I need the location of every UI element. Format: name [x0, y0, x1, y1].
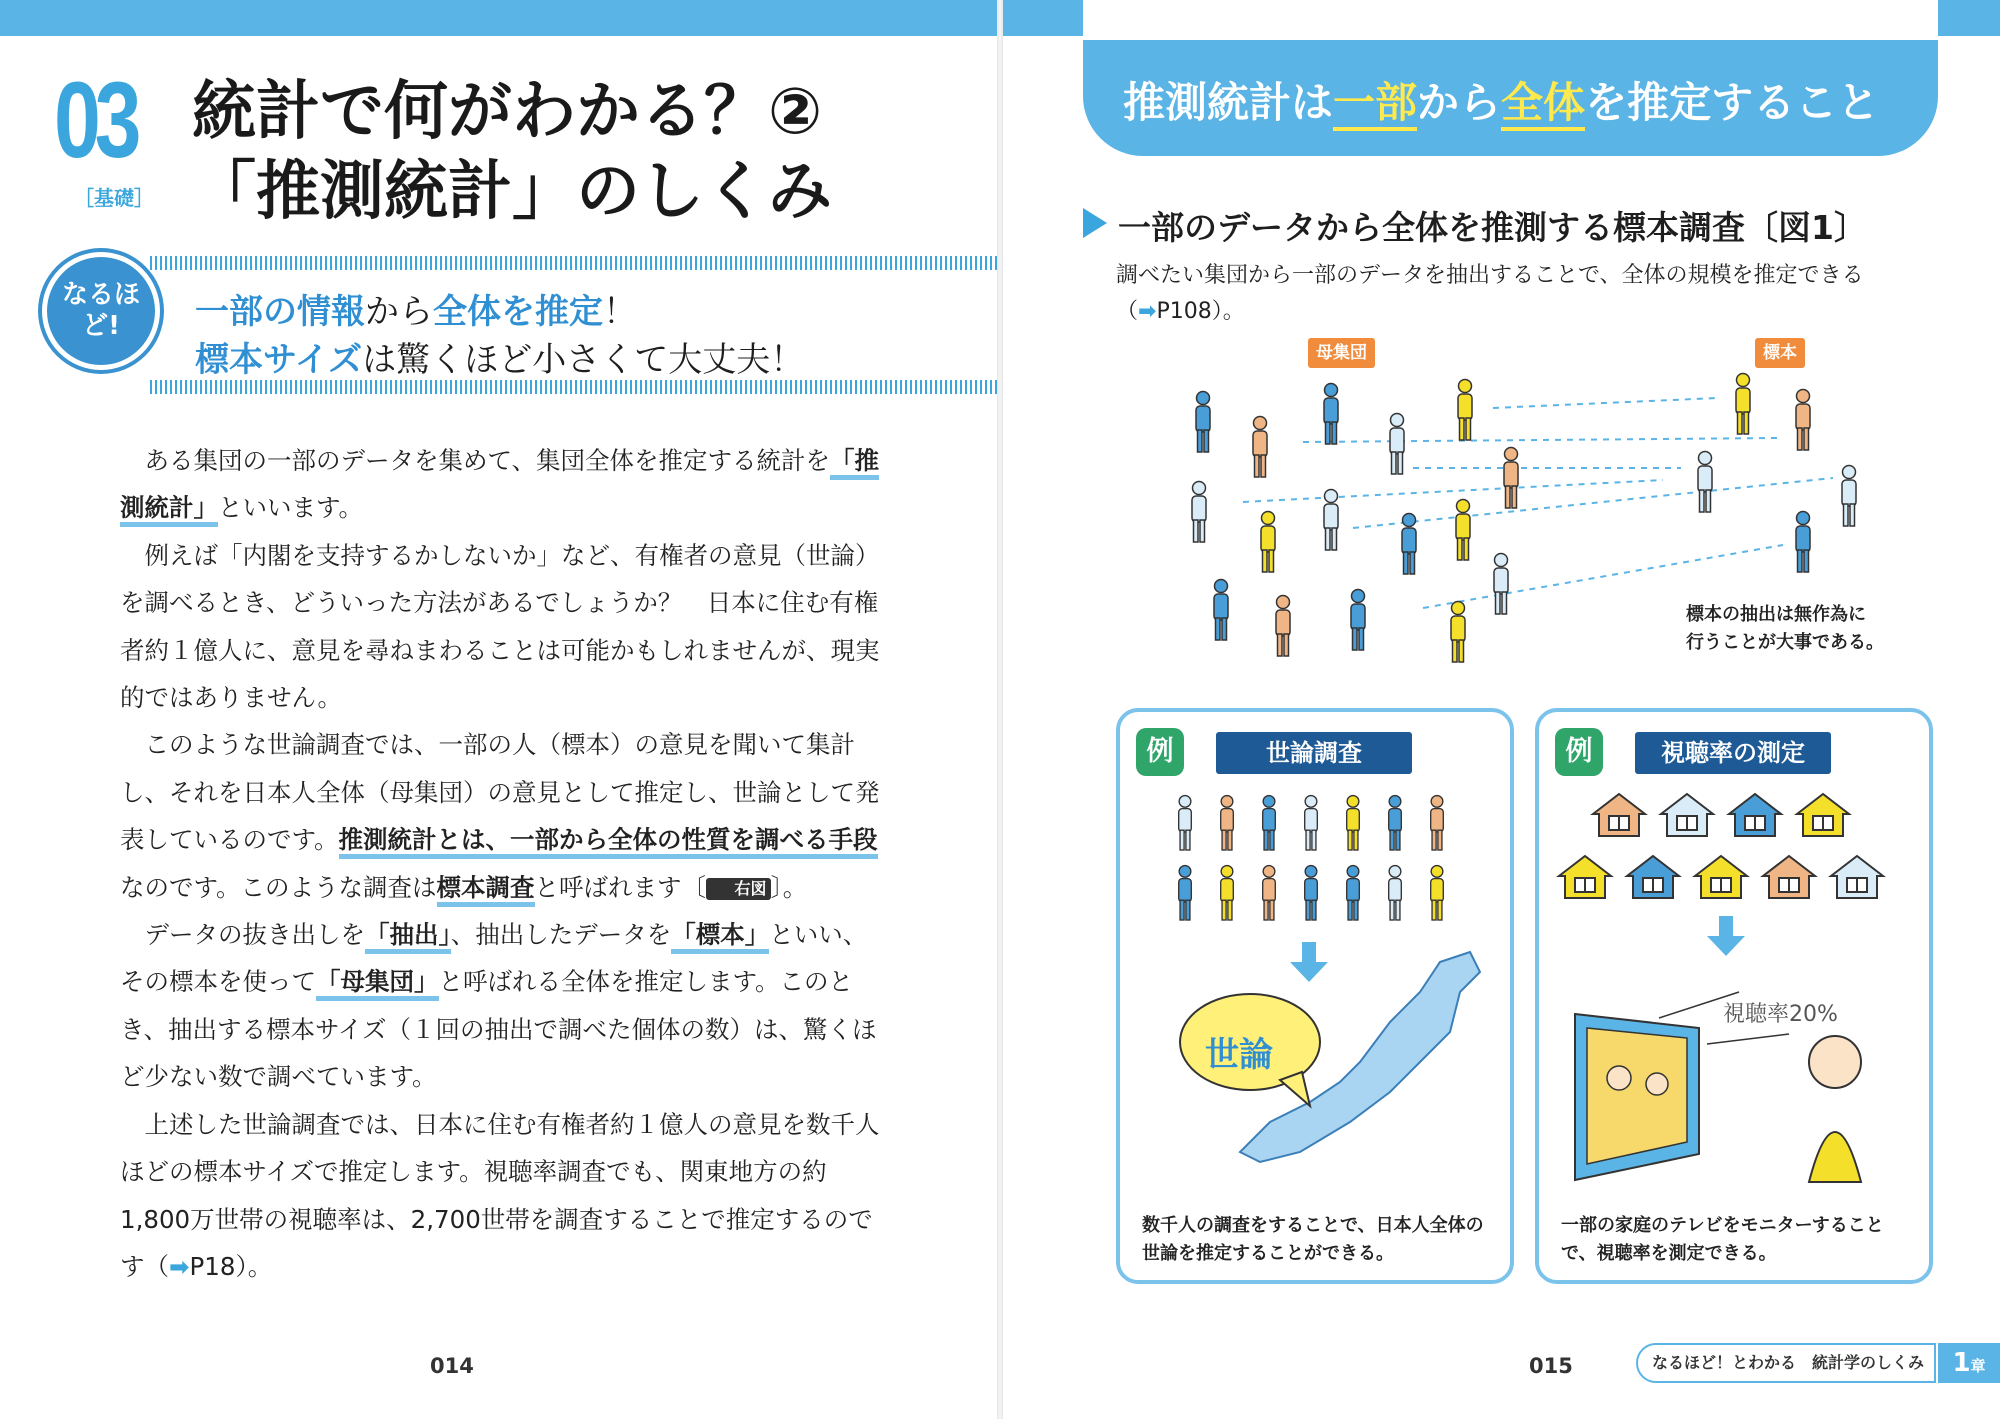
- top-color-bar: [1003, 0, 1083, 36]
- text-run: と呼ばれる全体を推定します。このとき、抽出する標本サイズ（１回の抽出で調べた個体の数）は、驚くほど少ない数で調べています。: [120, 967, 877, 1092]
- text-run: なのです。このような調査は: [120, 872, 437, 902]
- text-run: 、抽出したデータを: [450, 920, 672, 950]
- text-run: このような世論調査では、一部の人（標本）の意見を聞いて集計し、それを日本人全体（母集団）の意見として推定し、世論として発表しているのです。: [120, 730, 880, 855]
- text-run: 推測統計は: [1123, 78, 1334, 127]
- keyword: 「母集団」: [316, 967, 439, 1001]
- section-number: 03: [54, 59, 136, 180]
- text-run: 調べたい集団から一部のデータを抽出することで、全体の規模を推定できる（: [1116, 263, 1864, 324]
- left-page: [0, 0, 997, 1419]
- sample-note-line: 行うことが大事である。: [1686, 632, 1884, 653]
- houses: [1559, 794, 1883, 898]
- text-run: データの抜き出しを: [144, 920, 365, 950]
- text-run: 〕。: [770, 872, 808, 902]
- naruhodo-highlight: 一部の情報: [195, 292, 365, 332]
- section-kind-label: ［基礎］: [74, 186, 154, 210]
- viewer-icon: [1646, 1073, 1668, 1095]
- keyword: 「抽出」: [365, 920, 451, 954]
- sample-label: 標本: [1755, 338, 1805, 368]
- triangle-bullet-icon: [1083, 208, 1107, 238]
- text-run: ）。: [1211, 299, 1245, 324]
- example-mark: 例: [1136, 728, 1184, 776]
- population-label: 母集団: [1308, 338, 1375, 368]
- paragraph-5: [120, 1101, 890, 1291]
- survey-illustration: [1120, 782, 1510, 1202]
- arrow-down-icon: [1707, 916, 1745, 956]
- chapter-suffix: 章: [1970, 1357, 1986, 1375]
- survey-people: [1179, 796, 1444, 920]
- page-title-line-2: 「推測統計」のしくみ: [192, 155, 832, 229]
- sample-people: [1698, 374, 1856, 573]
- page-title-line-1: 統計で何がわかる？②: [192, 75, 823, 149]
- text-run: ）。: [235, 1251, 273, 1281]
- naruhodo-badge-text: なるほど!: [61, 279, 140, 341]
- figure-ref-tag: 右図: [706, 878, 771, 900]
- keyword: 標本調査: [437, 873, 535, 907]
- survey-bubble-text: 世論: [1205, 1035, 1273, 1075]
- label-line: [1707, 1034, 1789, 1044]
- arrow-right-icon: ➡: [169, 1251, 190, 1281]
- rating-title: 視聴率の測定: [1635, 732, 1831, 774]
- figure-title: 一部のデータから全体を推測する標本調査〔図1〕: [1118, 208, 1867, 247]
- naruhodo-badge: [42, 252, 160, 370]
- example-box-survey: [1116, 708, 1514, 1284]
- naruhodo-text: から: [365, 292, 433, 332]
- tv-screen: [1587, 1028, 1687, 1164]
- keyword: 推測統計とは、一部から全体の性質を調べる手段: [339, 825, 878, 859]
- top-color-bar: [1938, 0, 2000, 36]
- naruhodo-highlight: 標本サイズ: [195, 340, 363, 380]
- banner-highlight: 全体: [1501, 78, 1585, 131]
- top-color-bar: [0, 0, 997, 36]
- sample-note: [1686, 601, 1884, 657]
- naruhodo-highlight: 全体を推定: [433, 292, 603, 332]
- keyword: 「標本」: [671, 920, 769, 954]
- sample-note-line: 標本の抽出は無作為に: [1686, 604, 1866, 625]
- naruhodo-point-2: [195, 332, 804, 381]
- text-run: といいます。: [218, 493, 364, 523]
- naruhodo-point-1: [195, 284, 637, 333]
- banner-highlight: 一部: [1333, 78, 1417, 131]
- page-number-right: 015: [1529, 1354, 1573, 1378]
- example-mark: 例: [1555, 728, 1603, 776]
- naruhodo-text: ！: [603, 292, 637, 332]
- arrow-right-icon: ➡: [1138, 299, 1157, 324]
- hatch-divider-bottom: [150, 380, 997, 394]
- example-box-rating: [1535, 708, 1933, 1284]
- rating-caption: 一部の家庭のテレビをモニターすることで、視聴率を測定できる。: [1561, 1215, 1884, 1264]
- chapter-tab: [1938, 1343, 2000, 1383]
- paragraph-3: [120, 721, 890, 911]
- paragraph-1: [120, 437, 890, 532]
- arrow-down-icon: [1290, 942, 1328, 982]
- text-run: ある集団の一部のデータを集めて、集団全体を推定する統計を: [144, 446, 831, 475]
- population-people: [1192, 380, 1518, 663]
- woman-icon: [1809, 1036, 1861, 1088]
- survey-title: 世論調査: [1216, 732, 1412, 774]
- summary-banner: [1083, 40, 1938, 156]
- woman-body: [1809, 1132, 1861, 1182]
- rating-illustration: [1539, 782, 1929, 1202]
- naruhodo-text: は驚くほど小さくて大丈夫！: [362, 340, 805, 380]
- hatch-divider-top: [150, 256, 997, 270]
- paragraph-4: [120, 911, 890, 1101]
- book-title-tab: なるほど！とわかる 統計学のしくみ: [1636, 1343, 1936, 1383]
- text-run: といい、その標本を使って: [120, 920, 868, 997]
- paragraph-2: 例えば「内閣を支持するかしないか」など、有権者の意見（世論）を調べるとき、どういった方法があるでしょうか？ 日本に住む有権者約１億人に、意見を尋ねまわることは可能かもしれませんが、現実的ではありません。: [120, 540, 880, 713]
- page-reference-link[interactable]: P108: [1156, 299, 1212, 324]
- text-run: を推定すること: [1585, 78, 1880, 127]
- keyword: 「推測統計」: [120, 446, 879, 527]
- survey-caption: 数千人の調査をすることで、日本人全体の世論を推定することができる。: [1142, 1215, 1484, 1264]
- page-number-left: 014: [430, 1354, 474, 1378]
- page-reference-link[interactable]: P18: [189, 1251, 236, 1281]
- banner-text: [1123, 70, 1879, 130]
- text-run: と呼ばれます〔: [534, 872, 707, 902]
- body-text: [120, 437, 890, 1290]
- figure-description: [1116, 258, 1936, 330]
- viewer-icon: [1607, 1066, 1631, 1090]
- text-run: 上述した世論調査では、日本に住む有権者約１億人の意見を数千人ほどの標本サイズで推定します。視聴率調査でも、関東地方の約1,800万世帯の視聴率は、2,700世帯を調査することで推定するのです（: [120, 1109, 880, 1281]
- right-page: [1003, 0, 2000, 1419]
- text-run: から: [1417, 78, 1502, 127]
- chapter-number: 1: [1952, 1348, 1971, 1378]
- rating-label: 視聴率20%: [1723, 1002, 1838, 1027]
